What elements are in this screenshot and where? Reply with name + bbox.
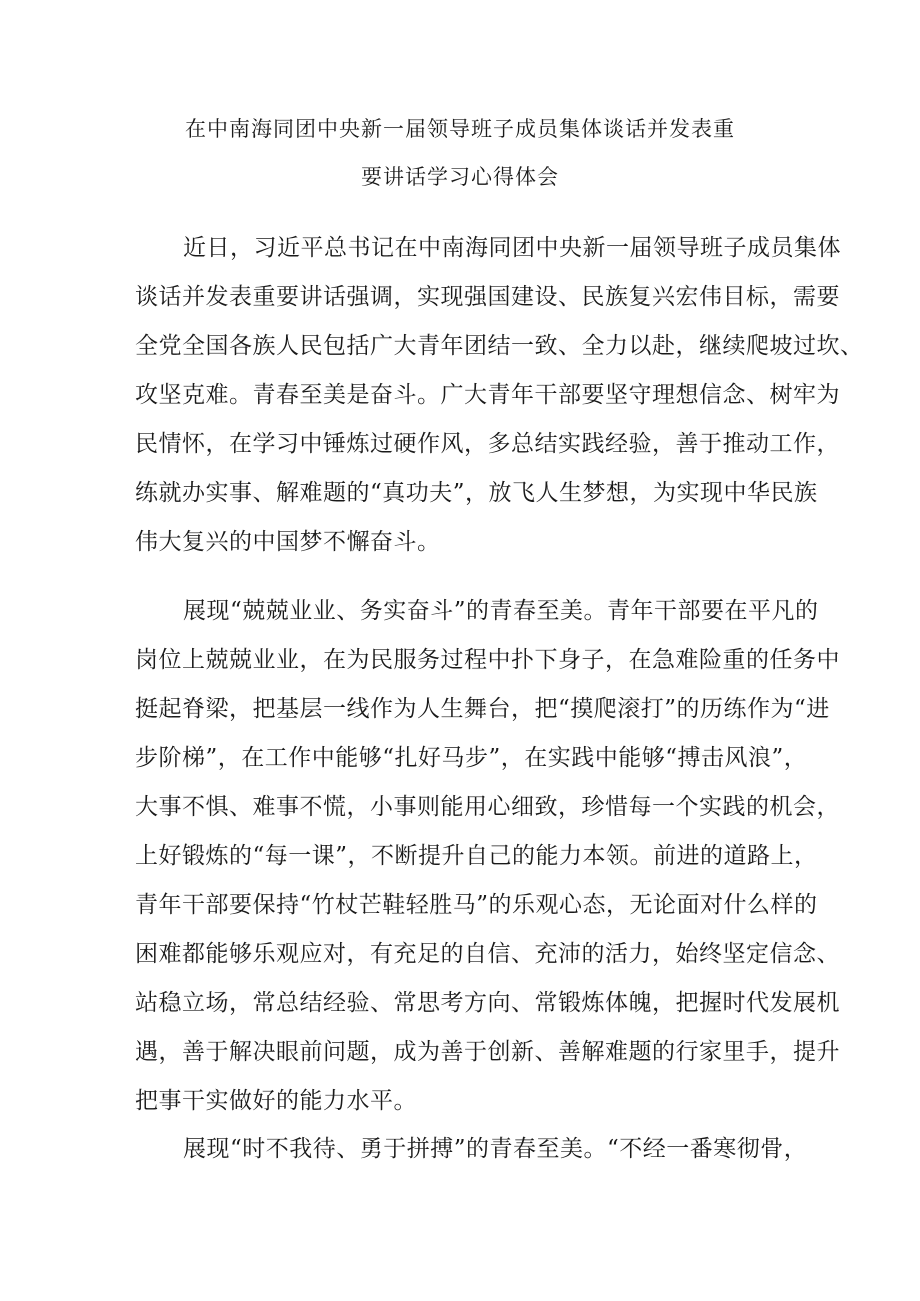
paragraph-3-line-1: 展现“时不我待、勇于拼搏”的青春至美。“不经一番寒彻骨， bbox=[183, 1136, 808, 1162]
paragraph-2-line-5: 大事不惧、难事不慌，小事则能用心细致，珍惜每一个实践的机会， bbox=[135, 794, 840, 820]
title-line-1: 在中南海同团中央新一届领导班子成员集体谈话并发表重 bbox=[185, 117, 735, 141]
paragraph-1-line-4: 攻坚克难。青春至美是奋斗。广大青年干部要坚守理想信念、树牢为 bbox=[135, 382, 840, 408]
paragraph-1-line-1: 近日，习近平总书记在中南海同团中央新一届领导班子成员集体 bbox=[183, 235, 841, 261]
paragraph-2-line-7: 青年干部要保持“竹杖芒鞋轻胜马”的乐观心态，无论面对什么样的 bbox=[135, 892, 818, 918]
paragraph-2-line-1: 展现“兢兢业业、务实奋斗”的青春至美。青年干部要在平凡的 bbox=[183, 598, 819, 624]
paragraph-2-line-9: 站稳立场，常总结经验、常思考方向、常锻炼体魄，把握时代发展机 bbox=[135, 990, 840, 1016]
paragraph-2-line-10: 遇，善于解决眼前问题，成为善于创新、善解难题的行家里手，提升 bbox=[135, 1039, 840, 1065]
paragraph-1-line-3: 全党全国各族人民包括广大青年团结一致、全力以赴，继续爬坡过坎、 bbox=[135, 333, 864, 359]
paragraph-2-line-11: 把事干实做好的能力水平。 bbox=[135, 1088, 417, 1114]
paragraph-1-line-2: 谈话并发表重要讲话强调，实现强国建设、民族复兴宏伟目标，需要 bbox=[135, 284, 840, 310]
paragraph-1-line-6: 练就办实事、解难题的“真功夫”，放飞人生梦想，为实现中华民族 bbox=[135, 480, 818, 506]
paragraph-2-line-4: 步阶梯”，在工作中能够“扎好马步”，在实践中能够“搏击风浪”， bbox=[135, 745, 808, 771]
paragraph-2-line-6: 上好锻炼的“每一课”，不断提升自己的能力本领。前进的道路上， bbox=[135, 843, 818, 869]
title-line-2: 要讲话学习心得体会 bbox=[361, 165, 559, 189]
paragraph-1-line-5: 民情怀，在学习中锤炼过硬作风，多总结实践经验，善于推动工作， bbox=[135, 431, 840, 457]
paragraph-2-line-3: 挺起脊梁，把基层一线作为人生舞台，把“摸爬滚打”的历练作为“进 bbox=[135, 696, 830, 722]
paragraph-1-line-7: 伟大复兴的中国梦不懈奋斗。 bbox=[135, 529, 441, 555]
paragraph-2-line-8: 困难都能够乐观应对，有充足的自信、充沛的活力，始终坚定信念、 bbox=[135, 941, 840, 967]
paragraph-2-line-2: 岗位上兢兢业业，在为民服务过程中扑下身子，在急难险重的任务中 bbox=[135, 647, 840, 673]
